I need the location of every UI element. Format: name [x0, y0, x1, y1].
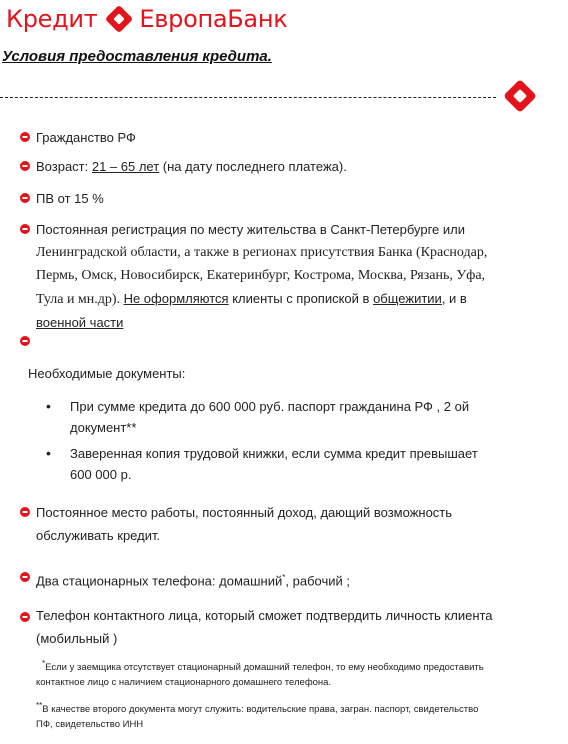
- document-text: документ**: [70, 420, 137, 435]
- footnote-mark: **: [36, 701, 43, 710]
- registration-line: Постоянная регистрация по месту жительства в Санкт-Петербурге или: [36, 222, 466, 237]
- age-label: Возраст:: [36, 159, 92, 174]
- documents-list: [52, 396, 522, 490]
- condition-contact-person: [36, 604, 536, 650]
- red-bullet-icon: [19, 611, 31, 623]
- not-processed-text: Не оформляются: [123, 291, 229, 306]
- footnote-2: [36, 698, 526, 732]
- red-bullet-icon: [19, 506, 31, 518]
- condition-employment: [36, 501, 536, 547]
- footnote-text: Если у заемщика отсутствует стационарный домашний телефон, то ему необходимо предоставить: [45, 662, 484, 674]
- registration-line: Ленинградской области, а также в регионах присутствия Банка (Краснодар,: [36, 245, 488, 260]
- red-bullet-icon: [19, 160, 31, 172]
- age-range: 21 – 65 лет: [91, 159, 160, 174]
- footnote-mark: *: [282, 573, 286, 582]
- employment-text: обслуживать кредит.: [36, 528, 161, 543]
- footnote-text: контактное лицо с наличием стационарного домашнего телефона.: [36, 677, 332, 689]
- document-text: • При сумме кредита до 600 000 руб. паспорт гражданина РФ , 2 ой: [70, 399, 470, 414]
- condition-age: [36, 155, 536, 178]
- registration-text: , и в: [441, 291, 467, 306]
- condition-down-payment: ПВ от 15 %: [36, 191, 104, 206]
- document-text: 600 000 р.: [70, 467, 132, 482]
- registration-text: клиенты с пропиской в: [228, 291, 374, 306]
- footnote-text: В качестве второго документа могут служить: водительские права, загран. паспорт, свидетельство: [42, 704, 479, 716]
- red-bullet-icon: [19, 192, 31, 204]
- red-bullet-icon: [19, 223, 31, 235]
- condition-registration: [36, 218, 536, 334]
- footnote-1: [36, 656, 532, 690]
- contact-text: (мобильный ): [36, 631, 118, 646]
- employment-text: Постоянное место работы, постоянный доход, дающий возможность: [36, 505, 453, 520]
- logo-word-credit: Кредит: [6, 5, 98, 33]
- phones-text: , рабочий ;: [285, 573, 350, 589]
- list-item: [52, 396, 522, 438]
- registration-cities-end: Тула и мн.др).: [36, 292, 124, 307]
- phones-text: Два стационарных телефона: домашний: [36, 573, 283, 589]
- dormitory-text: общежитии: [373, 291, 442, 306]
- age-note: (на дату последнего платежа).: [159, 159, 347, 174]
- registration-line: [36, 287, 536, 311]
- red-bullet-icon: [19, 571, 31, 583]
- military-unit-text: военной части: [36, 315, 124, 330]
- condition-citizenship: Гражданство РФ: [36, 130, 136, 145]
- red-bullet-icon: [19, 131, 31, 143]
- diamond-decoration-icon: [502, 78, 538, 114]
- footnote-mark: *: [42, 659, 46, 668]
- page-title: Условия предоставления кредита.: [2, 48, 272, 65]
- list-item: [52, 443, 522, 485]
- divider-line: [0, 97, 496, 98]
- documents-title: Необходимые документы:: [28, 366, 186, 381]
- logo-word-europabank: ЕвропаБанк: [139, 5, 288, 33]
- bank-logo: [6, 4, 287, 34]
- diamond-logo-icon: [105, 5, 133, 33]
- footnote-text: ПФ, свидетельство ИНН: [36, 719, 144, 731]
- condition-phones: [36, 566, 536, 592]
- red-bullet-icon: [19, 335, 31, 347]
- document-text: • Заверенная копия трудовой книжки, если сумма кредит превышает: [70, 446, 478, 461]
- contact-text: Телефон контактного лица, который сможет подтвердить личность клиента: [36, 608, 493, 623]
- registration-line: Пермь, Омск, Новосибирск, Екатеринбург, Кострома, Москва, Рязань, Уфа,: [36, 268, 486, 283]
